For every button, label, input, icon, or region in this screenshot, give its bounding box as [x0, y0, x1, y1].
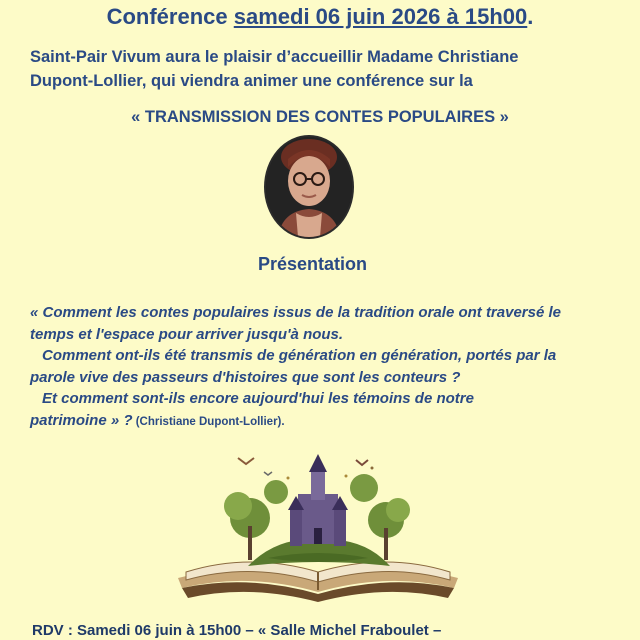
title-suffix: .: [527, 4, 534, 29]
speaker-portrait: [266, 137, 352, 237]
quote-line-5: Et comment sont-ils encore aujourd'hui les témoins de notre: [42, 390, 474, 407]
quote-line-4: parole vive des passeurs d'histoires que sont les conteurs ?: [30, 368, 461, 386]
quote-citation: (Christiane Dupont-Lollier).: [132, 415, 285, 428]
title-prefix: Conférence: [106, 4, 234, 29]
quote-line-3: Comment ont-ils été transmis de génération en génération, portés par la: [42, 347, 557, 364]
section-heading: Présentation: [257, 254, 368, 274]
page-title: [0, 4, 640, 30]
quote-line-6: patrimoine » ?: [30, 411, 133, 429]
intro-paragraph: [30, 45, 620, 93]
speaker-photo-icon: [266, 137, 352, 237]
rdv-line: RDV : Samedi 06 juin à 15h00 – « Salle Michel Fraboulet –: [32, 622, 442, 639]
presentation-quote: [30, 302, 630, 433]
quote-line-1: « Comment les contes populaires issus de la tradition orale ont traversé le: [30, 304, 561, 321]
storybook-castle-icon: [168, 448, 468, 604]
intro-line-1: Saint-Pair Vivum aura le plaisir d’accueillir Madame Christiane: [30, 48, 519, 66]
title-date: samedi 06 juin 2026 à 15h00: [233, 4, 528, 29]
open-book-illustration: [168, 448, 468, 604]
intro-line-2: Dupont-Lollier, qui viendra animer une conférence sur la: [30, 72, 473, 90]
quote-line-2: temps et l'espace pour arriver jusqu'à nous.: [30, 325, 344, 343]
quote-line-6-wrap: [30, 410, 630, 434]
conference-topic: « TRANSMISSION DES CONTES POPULAIRES »: [131, 108, 509, 126]
